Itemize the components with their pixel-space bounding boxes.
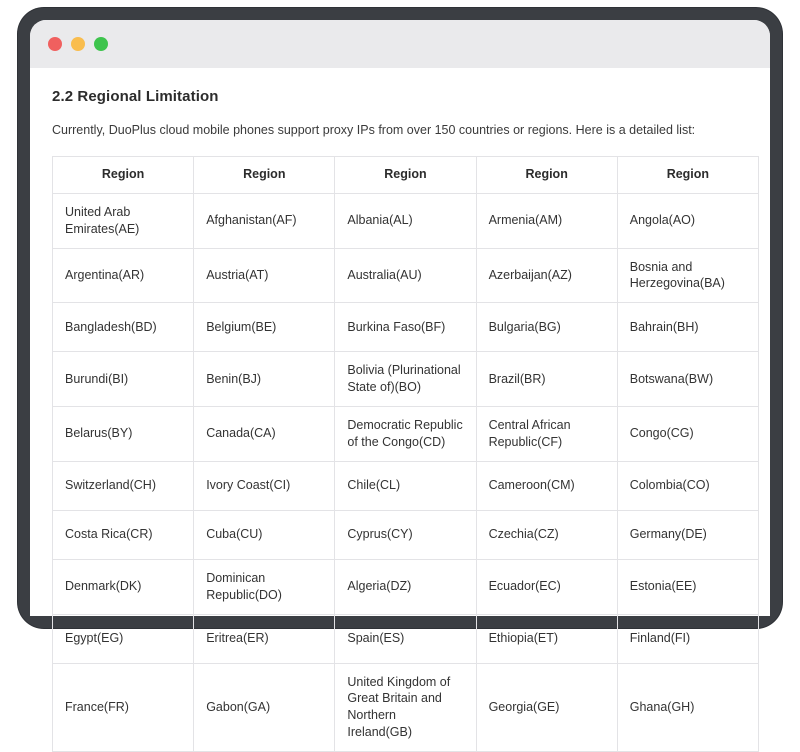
table-cell: Ecuador(EC) — [476, 559, 617, 614]
window-controls — [48, 37, 108, 51]
table-cell: Belarus(BY) — [53, 407, 194, 462]
table-header-row — [53, 156, 759, 193]
table-cell: Spain(ES) — [335, 614, 476, 663]
table-cell: United Arab Emirates(AE) — [53, 193, 194, 248]
table-cell: Finland(FI) — [617, 614, 758, 663]
table-cell: Estonia(EE) — [617, 559, 758, 614]
table-row — [53, 193, 759, 248]
table-cell: Cuba(CU) — [194, 510, 335, 559]
table-cell: Ghana(GH) — [617, 663, 758, 752]
table-cell: Dominican Republic(DO) — [194, 559, 335, 614]
column-header-region-5: Region — [617, 156, 758, 193]
table-cell: Bolivia (Plurinational State of)(BO) — [335, 352, 476, 407]
table-row — [53, 461, 759, 510]
table-cell: Austria(AT) — [194, 248, 335, 303]
table-cell: Botswana(BW) — [617, 352, 758, 407]
window-titlebar — [30, 20, 770, 69]
table-cell: Egypt(EG) — [53, 614, 194, 663]
minimize-button-icon[interactable] — [71, 37, 85, 51]
table-cell: Czechia(CZ) — [476, 510, 617, 559]
table-cell: Afghanistan(AF) — [194, 193, 335, 248]
table-cell: Georgia(GE) — [476, 663, 617, 752]
table-cell: Central African Republic(CF) — [476, 407, 617, 462]
table-row — [53, 614, 759, 663]
table-cell: Cyprus(CY) — [335, 510, 476, 559]
regions-table-body — [53, 193, 759, 751]
browser-window-frame — [18, 8, 782, 740]
table-row — [53, 248, 759, 303]
maximize-button-icon[interactable] — [94, 37, 108, 51]
table-cell: Denmark(DK) — [53, 559, 194, 614]
close-button-icon[interactable] — [48, 37, 62, 51]
table-cell: Burundi(BI) — [53, 352, 194, 407]
column-header-region-3: Region — [335, 156, 476, 193]
table-cell: Germany(DE) — [617, 510, 758, 559]
table-row — [53, 559, 759, 614]
table-cell: Chile(CL) — [335, 461, 476, 510]
table-row — [53, 303, 759, 352]
table-cell: Brazil(BR) — [476, 352, 617, 407]
table-cell: France(FR) — [53, 663, 194, 752]
table-row — [53, 407, 759, 462]
regions-table — [52, 156, 759, 752]
table-row — [53, 352, 759, 407]
column-header-region-4: Region — [476, 156, 617, 193]
table-cell: Algeria(DZ) — [335, 559, 476, 614]
table-cell: Bosnia and Herzegovina(BA) — [617, 248, 758, 303]
table-cell: Australia(AU) — [335, 248, 476, 303]
table-cell: Ivory Coast(CI) — [194, 461, 335, 510]
table-row — [53, 663, 759, 752]
table-cell: Armenia(AM) — [476, 193, 617, 248]
table-cell: Azerbaijan(AZ) — [476, 248, 617, 303]
table-cell: Albania(AL) — [335, 193, 476, 248]
intro-paragraph: Currently, DuoPlus cloud mobile phones support proxy IPs from over 150 countries or regions. Here is a detailed list: — [52, 123, 696, 137]
table-cell: Burkina Faso(BF) — [335, 303, 476, 352]
table-cell: Bangladesh(BD) — [53, 303, 194, 352]
table-cell: Democratic Republic of the Congo(CD) — [335, 407, 476, 462]
table-row — [53, 510, 759, 559]
document-content — [30, 68, 770, 740]
table-cell: Benin(BJ) — [194, 352, 335, 407]
table-cell: Cameroon(CM) — [476, 461, 617, 510]
table-cell: Eritrea(ER) — [194, 614, 335, 663]
table-cell: Bahrain(BH) — [617, 303, 758, 352]
table-cell: Angola(AO) — [617, 193, 758, 248]
section-heading: 2.2 Regional Limitation — [52, 88, 219, 105]
table-cell: Switzerland(CH) — [53, 461, 194, 510]
column-header-region-1: Region — [53, 156, 194, 193]
table-cell: Costa Rica(CR) — [53, 510, 194, 559]
browser-window-inner — [30, 20, 770, 740]
table-cell: Belgium(BE) — [194, 303, 335, 352]
table-cell: United Kingdom of Great Britain and Northern Ireland(GB) — [335, 663, 476, 752]
table-cell: Argentina(AR) — [53, 248, 194, 303]
table-cell: Bulgaria(BG) — [476, 303, 617, 352]
table-cell: Gabon(GA) — [194, 663, 335, 752]
table-cell: Canada(CA) — [194, 407, 335, 462]
column-header-region-2: Region — [194, 156, 335, 193]
table-cell: Ethiopia(ET) — [476, 614, 617, 663]
regions-table-head — [53, 156, 759, 193]
table-cell: Congo(CG) — [617, 407, 758, 462]
table-cell: Colombia(CO) — [617, 461, 758, 510]
